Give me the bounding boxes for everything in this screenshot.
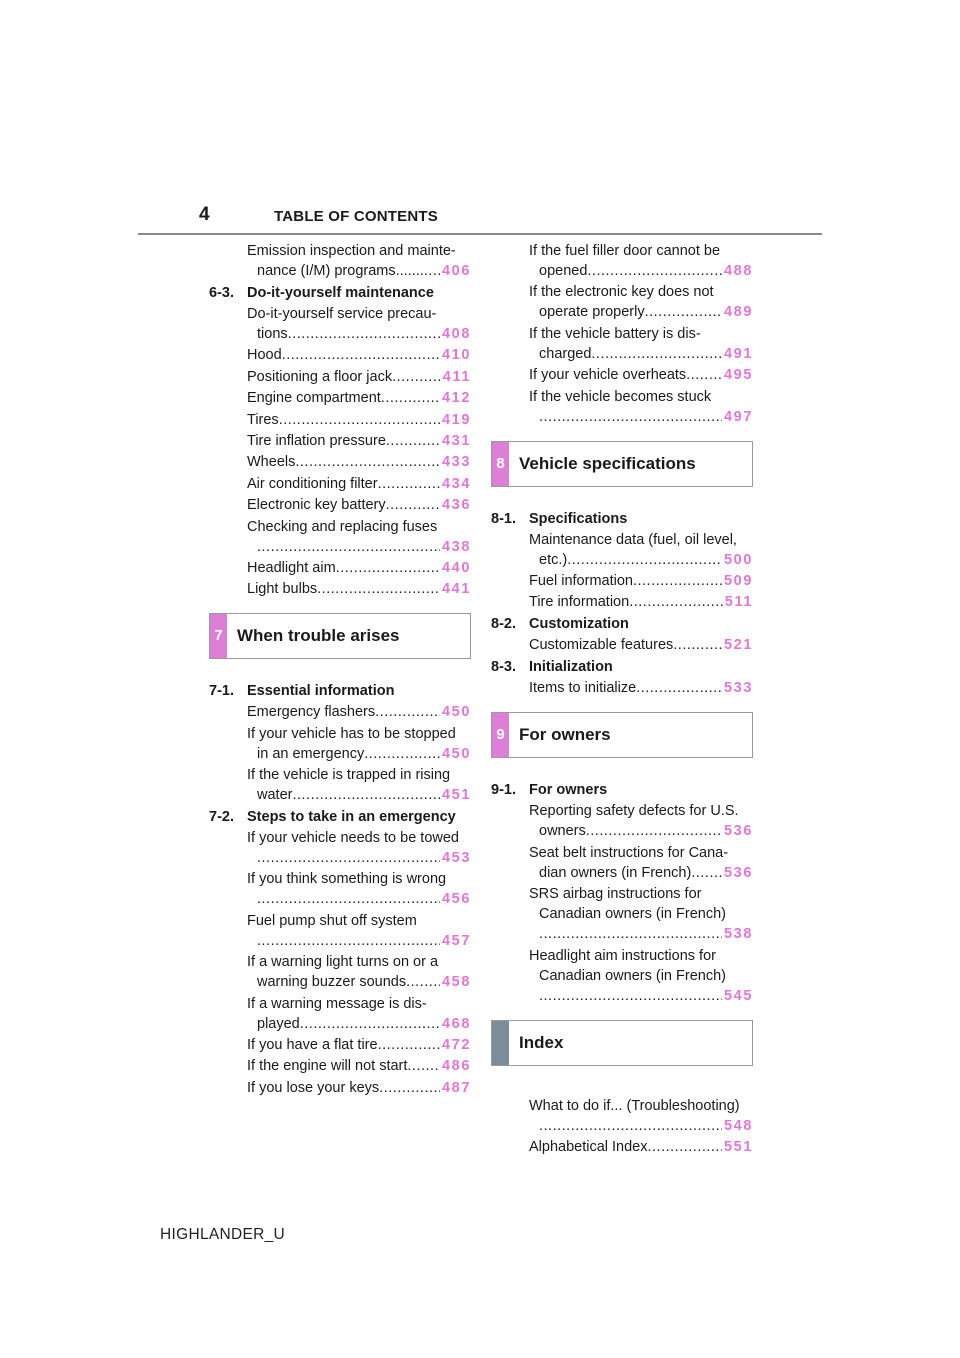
chapter-7-box[interactable] xyxy=(209,613,471,659)
toc-entry-text: Customizable features xyxy=(529,637,674,654)
toc-entry-text: Canadian owners (in French) xyxy=(539,906,726,923)
toc-entry[interactable] xyxy=(491,678,753,698)
toc-entry-line xyxy=(539,550,753,570)
toc-entry-line xyxy=(539,261,753,281)
toc-entry-line xyxy=(529,635,753,655)
section-number: 8-3. xyxy=(491,659,516,676)
section-title: Steps to take in an emergency xyxy=(247,809,456,826)
toc-entry[interactable] xyxy=(491,1137,753,1157)
toc-entry[interactable] xyxy=(491,801,753,841)
toc-entry-text: Engine compartment xyxy=(247,390,381,407)
toc-entry-continuation xyxy=(529,821,753,841)
dot-leader xyxy=(424,261,440,281)
toc-entry-line xyxy=(539,1116,753,1136)
toc-entry[interactable] xyxy=(209,579,471,599)
toc-entry-text: Tires xyxy=(247,411,279,428)
dot-leader xyxy=(364,744,440,764)
toc-entry[interactable] xyxy=(491,592,753,612)
toc-entry-text: If you lose your keys xyxy=(247,1079,380,1096)
chapter-tab xyxy=(492,1021,509,1065)
toc-entry-text: If a warning message is dis- xyxy=(247,995,427,1012)
toc-entry-line xyxy=(247,474,471,494)
toc-page-link[interactable]: 536 xyxy=(724,864,753,881)
toc-page-link[interactable]: 495 xyxy=(724,367,753,384)
section-7-2-heading xyxy=(209,807,471,827)
toc-entry-line xyxy=(257,1014,471,1034)
toc-entry-text: warning buzzer sounds xyxy=(257,974,407,991)
toc-entry-text: If the vehicle battery is dis- xyxy=(529,325,701,342)
toc-entry-line xyxy=(247,388,471,408)
section-title: Initialization xyxy=(529,659,613,676)
dot-leader xyxy=(539,407,722,427)
toc-entry[interactable] xyxy=(491,324,753,364)
toc-page-link[interactable]: 451 xyxy=(442,787,471,804)
toc-entry[interactable] xyxy=(491,635,753,655)
dot-leader xyxy=(257,537,440,557)
dot-leader xyxy=(587,261,722,281)
dot-leader xyxy=(586,821,722,841)
toc-entry-continuation xyxy=(247,537,471,557)
toc-entry-text: Reporting safety defects for U.S. xyxy=(529,803,739,820)
toc-entry-text: SRS airbag instructions for xyxy=(529,886,702,903)
section-number: 6-3. xyxy=(209,285,234,301)
section-number: 8-1. xyxy=(491,510,516,527)
toc-entry-text: If the fuel filler door cannot be xyxy=(529,243,721,259)
toc-entry-text: If the vehicle is trapped in rising xyxy=(247,767,451,784)
toc-entry-line xyxy=(247,702,471,722)
section-8-2-heading xyxy=(491,614,753,634)
toc-right-column xyxy=(491,241,753,1158)
toc-entry-text: What to do if... (Troubleshooting) xyxy=(529,1097,740,1114)
dot-leader xyxy=(392,367,441,387)
section-9-1-heading xyxy=(491,780,753,800)
dot-leader xyxy=(381,388,440,408)
dot-leader xyxy=(567,550,722,570)
toc-page-link[interactable]: 489 xyxy=(724,304,753,321)
dot-leader xyxy=(648,1137,723,1157)
dot-leader xyxy=(407,1056,440,1076)
chapter-title: When trouble arises xyxy=(237,626,400,646)
section-7-1-heading xyxy=(209,681,471,701)
toc-entry[interactable] xyxy=(209,431,471,451)
toc-entry-text: Headlight aim instructions for xyxy=(529,947,716,964)
toc-page-link[interactable]: 450 xyxy=(442,704,471,721)
toc-page-link[interactable]: 500 xyxy=(724,551,753,568)
toc-entry-text: water xyxy=(257,787,293,804)
toc-entry[interactable] xyxy=(209,367,471,387)
toc-entry[interactable] xyxy=(209,452,471,472)
toc-entry[interactable] xyxy=(209,517,471,557)
toc-entry-text: Alphabetical Index xyxy=(529,1138,648,1155)
page-number: 4 xyxy=(199,204,210,225)
toc-page-link[interactable]: 548 xyxy=(724,1117,753,1134)
toc-entry-line xyxy=(539,924,753,944)
toc-entry-continuation xyxy=(529,302,753,322)
section-title: Customization xyxy=(529,616,629,633)
toc-entry-line xyxy=(257,931,471,951)
toc-page-link[interactable]: 488 xyxy=(724,263,753,279)
index-box[interactable] xyxy=(491,1020,753,1066)
toc-page-link[interactable]: 450 xyxy=(442,745,471,762)
toc-entry-text: Tire information xyxy=(529,594,630,611)
toc-entry[interactable] xyxy=(209,388,471,408)
toc-entry[interactable] xyxy=(491,387,753,427)
toc-entry-continuation xyxy=(529,407,753,427)
toc-entry-text: Tire inflation pressure xyxy=(247,432,386,449)
toc-entry[interactable] xyxy=(209,994,471,1034)
toc-entry-line xyxy=(529,592,753,612)
toc-entry[interactable] xyxy=(491,884,753,944)
page-title: TABLE OF CONTENTS xyxy=(274,208,438,225)
toc-entry[interactable] xyxy=(209,869,471,909)
toc-page-link[interactable]: 458 xyxy=(442,974,471,991)
section-8-3-heading xyxy=(491,657,753,677)
dot-leader xyxy=(673,635,722,655)
toc-entry-line xyxy=(257,324,471,344)
toc-entry-continuation xyxy=(247,261,471,281)
dot-leader xyxy=(386,495,440,515)
toc-page-link[interactable]: 441 xyxy=(442,581,471,598)
toc-entry-line xyxy=(257,972,471,992)
toc-entry-text: If your vehicle needs to be towed xyxy=(247,830,459,847)
toc-entry-line xyxy=(247,1078,471,1098)
toc-entry[interactable] xyxy=(209,724,471,764)
toc-entry-text: dian owners (in French) xyxy=(539,864,692,881)
chapter-tab: 8 xyxy=(492,442,509,486)
toc-page-link[interactable]: 440 xyxy=(442,559,471,576)
toc-page-link[interactable]: 419 xyxy=(442,411,471,428)
toc-page-link[interactable]: 410 xyxy=(442,347,471,364)
section-title: For owners xyxy=(529,782,608,799)
toc-entry-continuation xyxy=(529,344,753,364)
toc-entry-text: If a warning light turns on or a xyxy=(247,954,439,971)
toc-page-link[interactable]: 411 xyxy=(442,368,471,385)
toc-entry-line xyxy=(247,431,471,451)
dot-leader xyxy=(295,452,440,472)
toc-entry-continuation xyxy=(247,744,471,764)
toc-entry-continuation xyxy=(247,324,471,344)
toc-entry-line xyxy=(539,344,753,364)
section-title: Specifications xyxy=(529,510,628,527)
toc-page-link[interactable]: 491 xyxy=(724,345,753,362)
chapter-title: Index xyxy=(519,1032,564,1052)
toc-entry-line xyxy=(539,407,753,427)
toc-entry[interactable] xyxy=(209,410,471,430)
dot-leader xyxy=(686,365,722,385)
toc-entry[interactable] xyxy=(491,571,753,591)
toc-entry[interactable] xyxy=(491,365,753,385)
toc-entry-continuation xyxy=(247,931,471,951)
toc-entry-text: in an emergency xyxy=(257,745,365,762)
toc-entry-line xyxy=(529,571,753,591)
dot-leader xyxy=(406,972,440,992)
toc-entry-line xyxy=(539,863,753,883)
toc-left-column xyxy=(209,241,471,1099)
toc-entry-continuation xyxy=(529,986,753,1006)
toc-entry[interactable] xyxy=(209,765,471,805)
toc-entry-text: If you have a flat tire xyxy=(247,1037,378,1054)
toc-entry-text: etc.) xyxy=(539,551,568,568)
dot-leader xyxy=(629,592,723,612)
dot-leader xyxy=(257,931,440,951)
dot-leader xyxy=(378,1035,440,1055)
toc-entry[interactable] xyxy=(209,304,471,344)
toc-entry-text: If your vehicle has to be stopped xyxy=(247,725,456,742)
toc-page-link[interactable]: 412 xyxy=(442,390,471,407)
toc-entry-line xyxy=(257,889,471,909)
toc-entry-text: If you think something is wrong xyxy=(247,871,447,888)
toc-page-link[interactable]: 487 xyxy=(442,1079,471,1096)
toc-entry-line xyxy=(257,261,471,281)
toc-entry[interactable] xyxy=(209,702,471,722)
toc-entry-line xyxy=(529,678,753,698)
toc-entry[interactable] xyxy=(209,495,471,515)
toc-entry-line xyxy=(257,785,471,805)
toc-entry-text: Headlight aim xyxy=(247,559,336,576)
section-title: Essential information xyxy=(247,683,395,700)
toc-entry-line xyxy=(247,367,471,387)
toc-entry-text: Items to initialize xyxy=(529,680,637,697)
toc-entry-text: Emission inspection and mainte- xyxy=(247,243,456,259)
toc-entry[interactable] xyxy=(491,843,753,883)
footer-model-label: HIGHLANDER_U xyxy=(160,1226,286,1243)
toc-page-link[interactable]: 486 xyxy=(442,1058,471,1075)
toc-entry-continuation xyxy=(529,1116,753,1136)
toc-entry-line xyxy=(257,744,471,764)
toc-entry-text: Canadian owners (in French) xyxy=(539,967,726,984)
toc-entry-line xyxy=(539,302,753,322)
header-divider xyxy=(138,233,822,235)
dot-leader xyxy=(279,410,440,430)
toc-entry-text: Checking and replacing fuses xyxy=(247,518,438,535)
toc-entry-text: Light bulbs xyxy=(247,581,318,598)
toc-entry-continuation xyxy=(247,889,471,909)
toc-entry[interactable] xyxy=(209,911,471,951)
toc-entry-text: tions xyxy=(257,326,288,342)
dot-leader xyxy=(300,1014,440,1034)
toc-entry-continuation xyxy=(529,863,753,883)
dot-leader xyxy=(292,785,440,805)
toc-page-link[interactable]: 438 xyxy=(442,538,471,555)
toc-entry-text: If the vehicle becomes stuck xyxy=(529,388,712,405)
dot-leader xyxy=(636,678,722,698)
toc-entry-text: nance (I/M) programs....... xyxy=(257,263,424,279)
toc-page-link[interactable]: 453 xyxy=(442,850,471,867)
toc-page-link[interactable]: 551 xyxy=(724,1138,753,1155)
dot-leader xyxy=(282,345,440,365)
toc-entry-line xyxy=(247,1056,471,1076)
dot-leader xyxy=(288,324,440,344)
toc-entry-line xyxy=(247,452,471,472)
toc-page-link[interactable]: 521 xyxy=(724,637,753,654)
toc-entry-text: Air conditioning filter xyxy=(247,475,378,492)
dot-leader xyxy=(539,986,722,1006)
toc-entry-text: charged xyxy=(539,345,592,362)
dot-leader xyxy=(378,474,440,494)
toc-entry[interactable] xyxy=(209,345,471,365)
section-number: 8-2. xyxy=(491,616,516,633)
section-8-1-heading xyxy=(491,509,753,529)
dot-leader xyxy=(591,344,722,364)
spacer xyxy=(491,1088,753,1096)
chapter-8-box[interactable] xyxy=(491,441,753,487)
toc-page-link[interactable]: 509 xyxy=(724,572,753,589)
toc-entry-text: owners xyxy=(539,823,586,840)
toc-page-link[interactable]: 468 xyxy=(442,1015,471,1032)
toc-entry-line xyxy=(247,579,471,599)
toc-page-link[interactable]: 436 xyxy=(442,497,471,514)
toc-entry-text: Emergency flashers xyxy=(247,704,376,721)
toc-entry-line xyxy=(539,821,753,841)
toc-entry-text: If the electronic key does not xyxy=(529,284,714,301)
toc-entry[interactable] xyxy=(209,952,471,992)
toc-entry-line xyxy=(247,410,471,430)
toc-entry[interactable] xyxy=(209,1035,471,1055)
toc-page-link[interactable]: 538 xyxy=(724,926,753,943)
dot-leader xyxy=(691,863,722,883)
dot-leader xyxy=(645,302,722,322)
dot-leader xyxy=(317,579,440,599)
toc-entry-line xyxy=(257,537,471,557)
toc-entry-text: Wheels xyxy=(247,454,296,471)
toc-entry-continuation xyxy=(247,785,471,805)
section-number: 9-1. xyxy=(491,782,516,799)
toc-entry[interactable] xyxy=(491,530,753,570)
section-6-3-heading xyxy=(209,283,471,303)
chapter-tab: 7 xyxy=(210,614,227,658)
toc-entry[interactable] xyxy=(491,1096,753,1136)
toc-entry-text: played xyxy=(257,1015,300,1032)
toc-entry[interactable] xyxy=(491,282,753,322)
toc-entry[interactable] xyxy=(209,828,471,868)
toc-entry[interactable] xyxy=(491,241,753,281)
toc-entry-line xyxy=(529,1137,753,1157)
chapter-title: For owners xyxy=(519,725,611,745)
toc-entry-text: If the engine will not start xyxy=(247,1058,408,1075)
toc-entry-continuation xyxy=(247,848,471,868)
toc-page-link[interactable]: 536 xyxy=(724,823,753,840)
chapter-tab: 9 xyxy=(492,713,509,757)
toc-page-link[interactable]: 472 xyxy=(442,1037,471,1054)
dot-leader xyxy=(379,1078,440,1098)
section-title: Do-it-yourself maintenance xyxy=(247,285,434,301)
section-number: 7-1. xyxy=(209,683,234,700)
chapter-9-box[interactable] xyxy=(491,712,753,758)
toc-entry-text: Do-it-yourself service precau- xyxy=(247,306,437,322)
toc-entry-line xyxy=(529,365,753,385)
toc-entry-text: operate properly xyxy=(539,304,645,321)
toc-page-link[interactable]: 431 xyxy=(442,432,471,449)
toc-entry-continuation xyxy=(529,550,753,570)
toc-entry-text: Fuel information xyxy=(529,572,633,589)
toc-page-link[interactable]: 545 xyxy=(724,987,753,1004)
toc-page-link[interactable]: 457 xyxy=(442,932,471,949)
toc-entry-line xyxy=(247,1035,471,1055)
toc-entry-line xyxy=(539,986,753,1006)
toc-page-link[interactable]: 497 xyxy=(724,408,753,425)
toc-page-link[interactable]: 408 xyxy=(442,326,471,342)
toc-entry-line xyxy=(247,345,471,365)
toc-page-link[interactable]: 533 xyxy=(724,680,753,697)
chapter-title: Vehicle specifications xyxy=(519,453,696,473)
toc-page-link[interactable]: 406 xyxy=(442,263,471,279)
toc-page-link[interactable]: 456 xyxy=(442,891,471,908)
toc-entry[interactable] xyxy=(209,558,471,578)
dot-leader xyxy=(375,702,440,722)
dot-leader xyxy=(257,889,440,909)
dot-leader xyxy=(633,571,722,591)
toc-entry[interactable] xyxy=(209,474,471,494)
toc-entry-continuation xyxy=(247,1014,471,1034)
toc-entry-text: Hood xyxy=(247,347,282,364)
toc-entry-text: Positioning a floor jack xyxy=(247,368,393,385)
toc-page-link[interactable]: 433 xyxy=(442,454,471,471)
toc-entry-line xyxy=(257,848,471,868)
toc-entry-text: If your vehicle overheats xyxy=(529,367,687,384)
dot-leader xyxy=(539,1116,722,1136)
dot-leader xyxy=(257,848,440,868)
section-number: 7-2. xyxy=(209,809,234,826)
toc-entry[interactable] xyxy=(491,946,753,1006)
toc-entry-text: Maintenance data (fuel, oil level, xyxy=(529,531,737,548)
toc-entry-text: opened xyxy=(539,263,588,279)
dot-leader xyxy=(336,558,440,578)
toc-entry[interactable] xyxy=(209,241,471,281)
dot-leader xyxy=(539,924,722,944)
toc-entry[interactable] xyxy=(209,1056,471,1076)
toc-entry-text: Seat belt instructions for Cana- xyxy=(529,844,729,861)
toc-entry-continuation xyxy=(529,261,753,281)
dot-leader xyxy=(386,431,440,451)
toc-entry-continuation xyxy=(529,924,753,944)
toc-entry[interactable] xyxy=(209,1078,471,1098)
toc-page-link[interactable]: 434 xyxy=(442,475,471,492)
toc-entry-line xyxy=(247,495,471,515)
toc-entry-continuation xyxy=(247,972,471,992)
toc-entry-line xyxy=(247,558,471,578)
toc-entry-text: Electronic key battery xyxy=(247,497,386,514)
toc-entry-text: Fuel pump shut off system xyxy=(247,912,417,929)
toc-page-link[interactable]: 511 xyxy=(724,594,753,611)
